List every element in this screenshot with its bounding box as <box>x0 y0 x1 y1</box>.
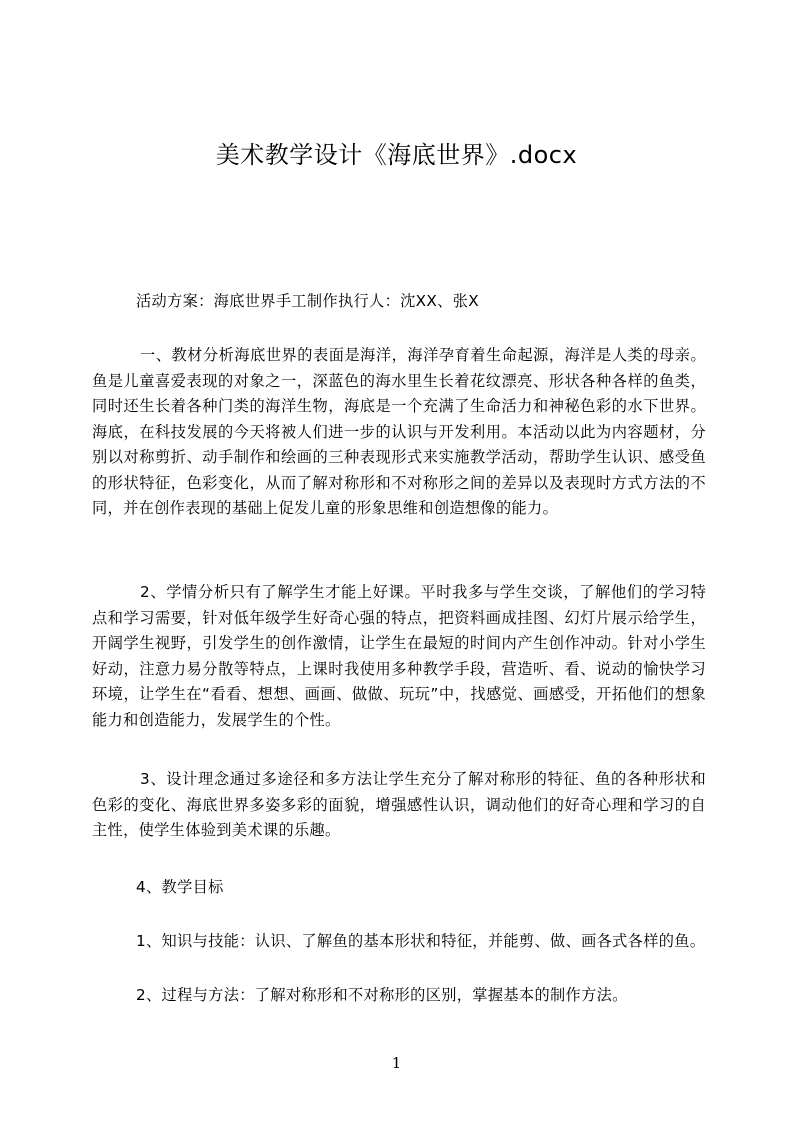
document-title: 美术教学设计《海底世界》.docx <box>215 141 578 169</box>
textbook-analysis-paragraph: 一、教材分析海底世界的表面是海洋，海洋孕育着生命起源，海洋是人类的母亲。鱼是儿童喜爱表现的对象之一，深蓝色的海水里生长着花纹漂亮、形状各种各样的鱼类，同时还生长着各种门类的海洋生物，海底是一个充满了生命活力和神秘色彩的水下世界。海底，在科技发展的今天将被人们进一步的认识与开发利用。本活动以此为内容题材，分别以对称剪折、动手制作和绘画的三种表现形式来实施教学活动，帮助学生认识、感受鱼的形状特征，色彩变化，从而了解对称形和不对称形之间的差异以及表现时方式方法的不同，并在创作表现的基础上促发儿童的形象思维和创造想像的能力。 <box>92 346 706 517</box>
goal-process-methods: 2、过程与方法：了解对称形和不对称形的区别，掌握基本的制作方法。 <box>136 986 628 1004</box>
student-analysis-paragraph: 2、学情分析只有了解学生才能上好课。平时我多与学生交谈，了解他们的学习特点和学习需要，针对低年级学生好奇心强的特点，把资料画成挂图、幻灯片展示给学生，开阔学生视野，引发学生的创作激情，让学生在最短的时间内产生创作冲动。针对小学生好动，注意力易分散等特点，上课时我使用多种教学手段，营造听、看、说动的愉快学习环境，让学生在“看看、想想、画画、做做、玩玩”中，找感觉、画感受，开拓他们的想象能力和创造能力，发展学生的个性。 <box>92 583 706 729</box>
activity-plan-paragraph: 活动方案：海底世界手工制作执行人：沈XX、张X <box>136 292 480 310</box>
goal-knowledge-skills: 1、知识与技能：认识、了解鱼的基本形状和特征，并能剪、做、画各式各样的鱼。 <box>136 932 706 950</box>
page-number: 1 <box>391 1054 402 1072</box>
design-concept-paragraph: 3、设计理念通过多途径和多方法让学生充分了解对称形的特征、鱼的各种形状和色彩的变化、海底世界多姿多彩的面貌，增强感性认识，调动他们的好奇心理和学习的自主性，使学生体验到美术课的乐趣。 <box>92 770 706 839</box>
teaching-goals-heading: 4、教学目标 <box>136 878 224 896</box>
